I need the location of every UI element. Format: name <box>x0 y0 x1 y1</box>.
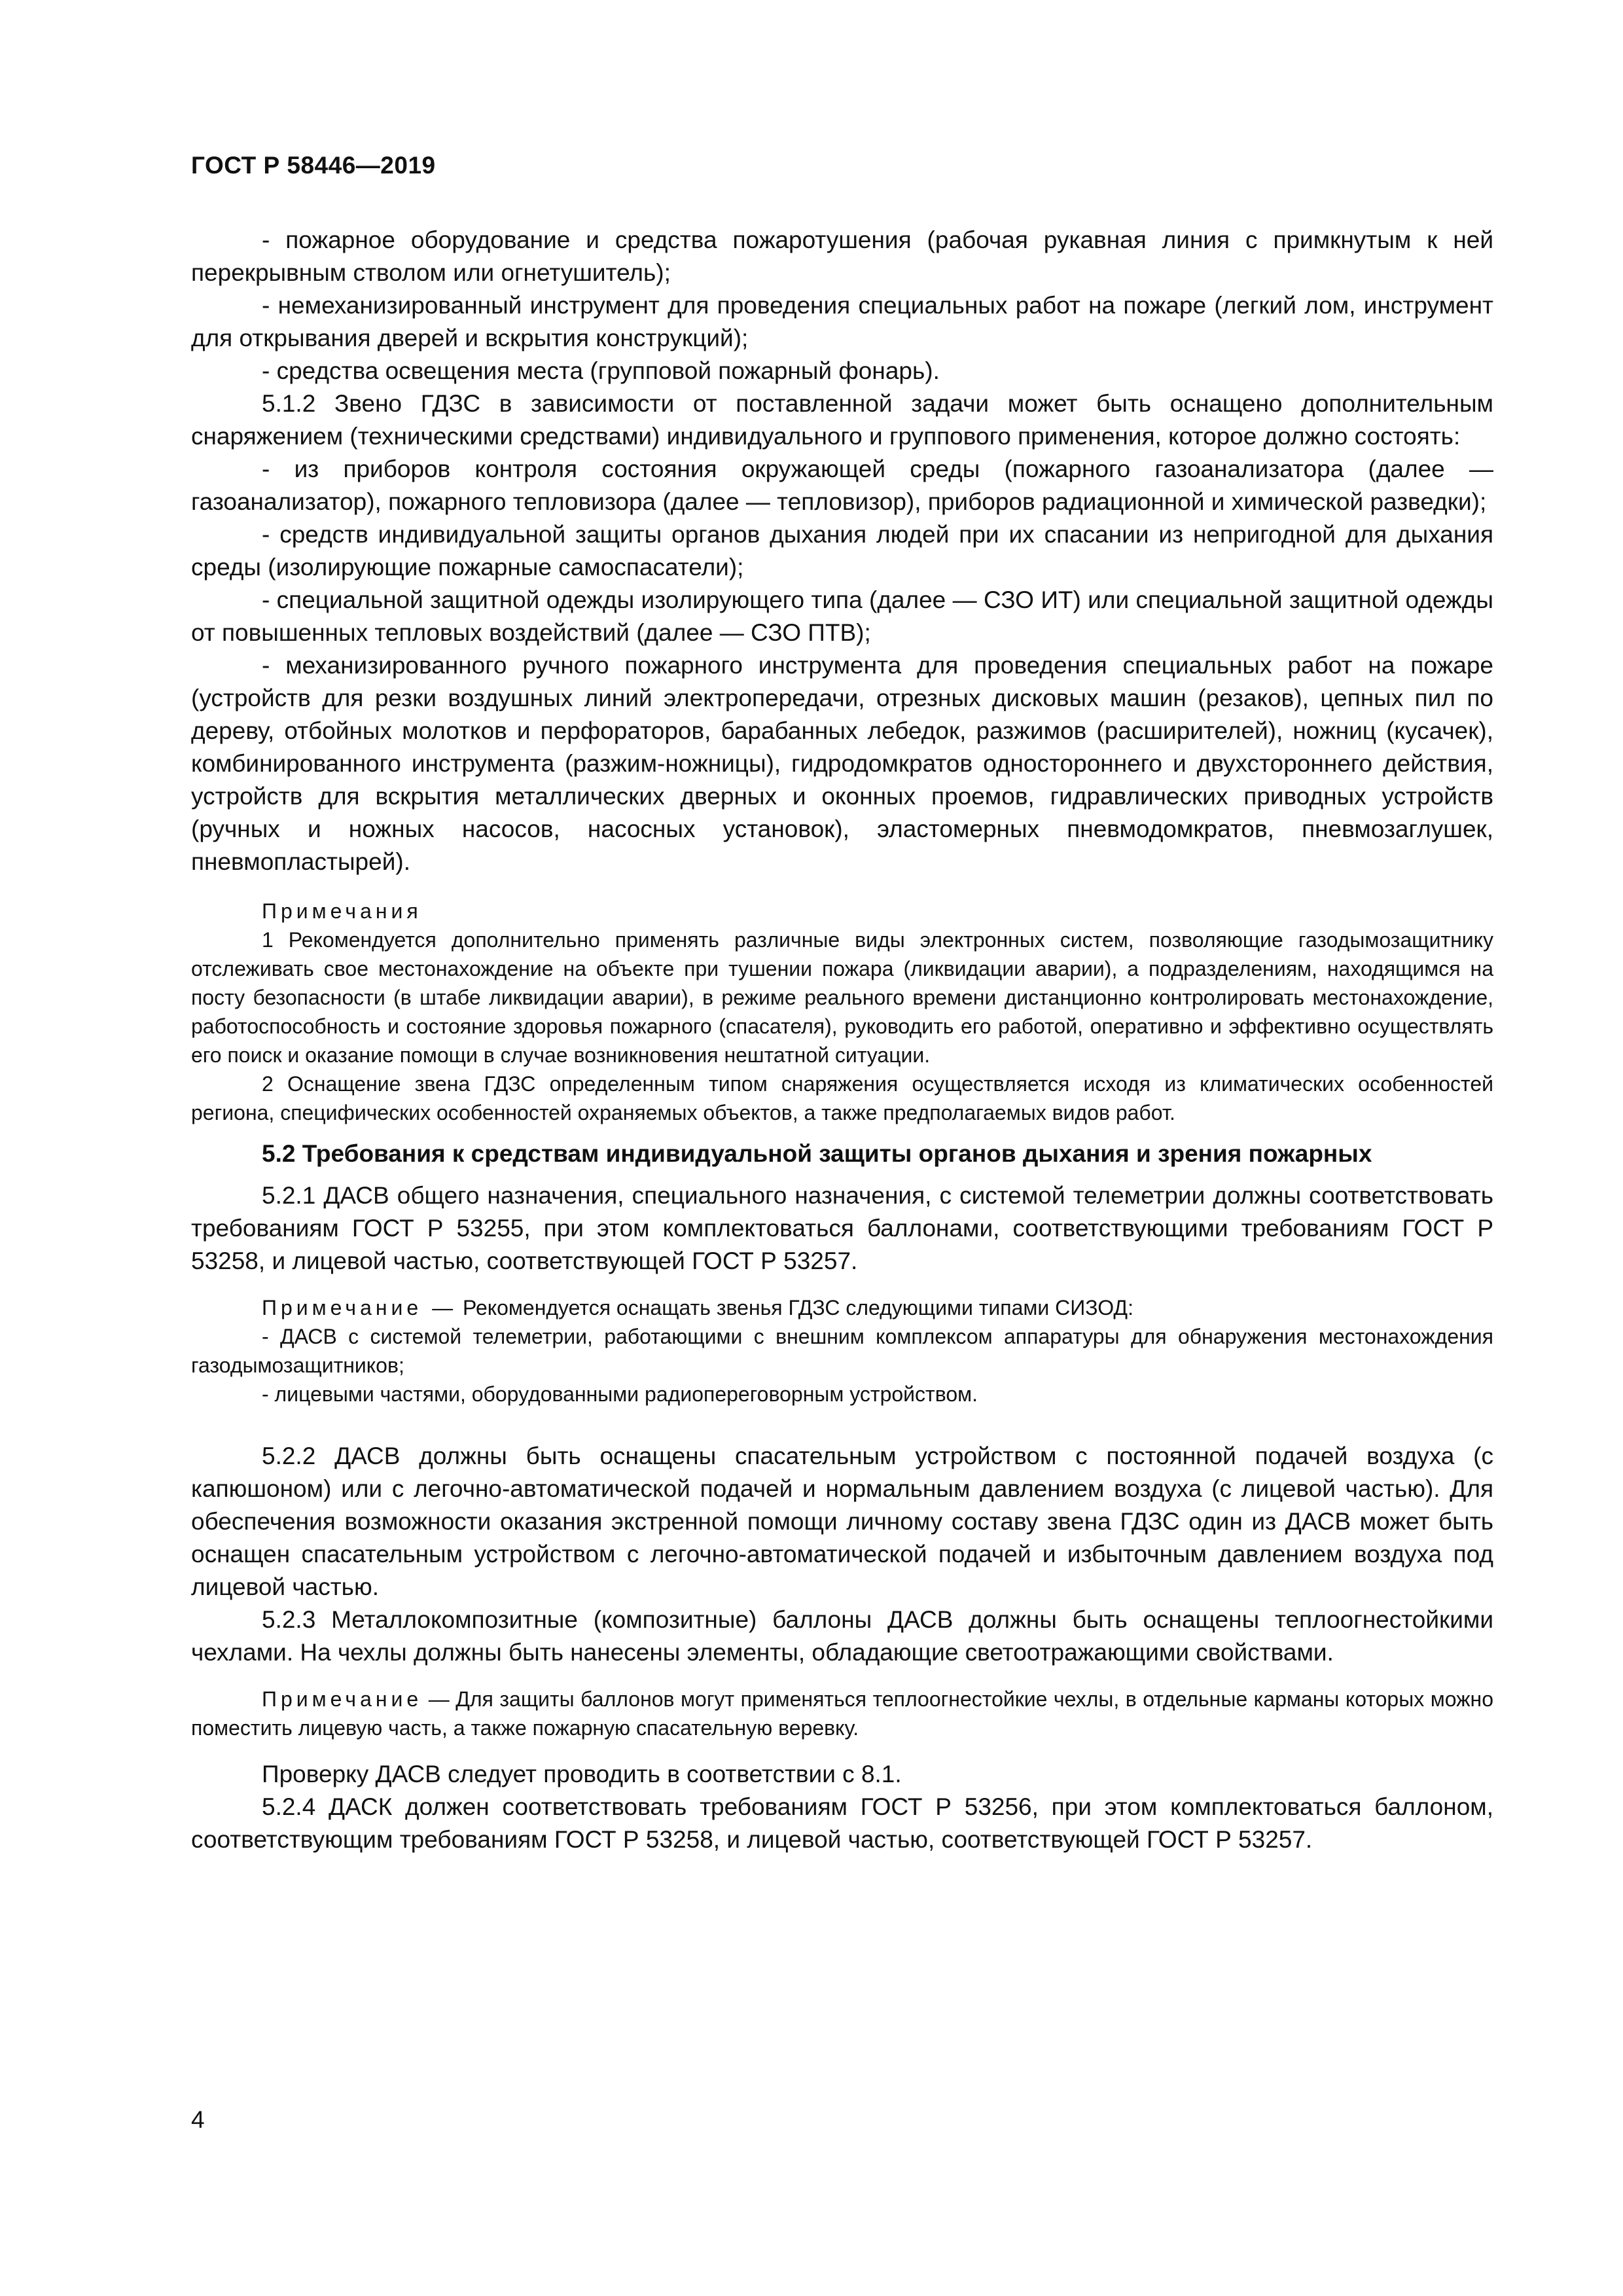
paragraph-5-1-2: 5.1.2 Звено ГДЗС в зависимости от поставленной задачи может быть оснащено дополнительным снаряжением (техническими средствами) индивидуального и группового применения, которое должно состоять: <box>191 390 1493 450</box>
paragraph-5-2-4: 5.2.4 ДАСК должен соответствовать требованиям ГОСТ Р 53256, при этом комплектоваться баллоном, соответствующим требованиям ГОСТ Р 53258, и лицевой частью, соответствующей ГОСТ Р 53257. <box>191 1793 1493 1853</box>
list-item: - специальной защитной одежды изолирующего типа (далее — СЗО ИТ) или специальной защитной одежды от повышенных тепловых воздействий (далее — СЗО ПТВ); <box>191 586 1493 646</box>
list-item: - пожарное оборудование и средства пожаротушения (рабочая рукавная линия с примкнутым к ней перекрывным стволом или огнетушитель); <box>191 226 1493 286</box>
paragraph-5-2-1: 5.2.1 ДАСВ общего назначения, специального назначения, с системой телеметрии должны соответствовать требованиям ГОСТ Р 53255, при этом комплектоваться баллонами, соответствующими требованиям ГОСТ Р 53258, и лицевой частью, соответствующей ГОСТ Р 53257. <box>191 1182 1493 1274</box>
list-item: - из приборов контроля состояния окружающей среды (пожарного газоанализатора (далее — газоанализатор), пожарного тепловизора (далее — тепловизор), приборов радиационной и химической разведки); <box>191 456 1493 515</box>
paragraph-check: Проверку ДАСВ следует проводить в соответствии с 8.1. <box>262 1761 902 1787</box>
notes-block <box>191 897 1493 1127</box>
list-item: - средства освещения места (групповой пожарный фонарь). <box>262 357 940 384</box>
section-heading-5-2: 5.2 Требования к средствам индивидуальной защиты органов дыхания и зрения пожарных <box>262 1140 1372 1167</box>
note-text: Рекомендуется оснащать звенья ГДЗС следующими типами СИЗОД: <box>457 1296 1133 1319</box>
list-item: - механизированного ручного пожарного инструмента для проведения специальных работ на пожаре (устройств для резки воздушных линий электропередачи, отрезных дисковых машин (резаков), цепных пил по дереву, отбойных молотков и перфораторов, барабанных лебедок, разжимов (расширителей), ножниц (кусачек), комбинированного инструмента (разжим-ножницы), гидродомкратов одностороннего и двухстороннего действия, устройств для вскрытия металлических дверных и оконных проемов, гидравлических приводных устройств (ручных и ножных насосов, насосных установок), эластомерных пневмодомкратов, пневмозаглушек, пневмопластырей). <box>191 652 1493 875</box>
note-label: Примечание — <box>262 1296 457 1319</box>
list-item: - средств индивидуальной защиты органов дыхания людей при их спасании из непригодной для дыхания среды (изолирующие пожарные самоспасатели); <box>191 521 1493 581</box>
paragraph-5-2-3: 5.2.3 Металлокомпозитные (композитные) баллоны ДАСВ должны быть оснащены теплоогнестойкими чехлами. На чехлы должны быть нанесены элементы, обладающие светоотражающими свойствами. <box>191 1606 1493 1666</box>
note-item: 2 Оснащение звена ГДЗС определенным типом снаряжения осуществляется исходя из климатических особенностей региона, специфических особенностей охраняемых объектов, а также предполагаемых видов работ. <box>191 1072 1493 1124</box>
document-body <box>191 224 1493 1856</box>
paragraph-5-2-2: 5.2.2 ДАСВ должны быть оснащены спасательным устройством с постоянной подачей воздуха (с капюшоном) или с легочно-автоматической подачей и нормальным давлением воздуха (с лицевой частью). Для обеспечения возможности оказания экстренной помощи личному составу звена ГДЗС один из ДАСВ может быть оснащен спасательным устройством с легочно-автоматической подачей и избыточным давлением воздуха под лицевой частью. <box>191 1443 1493 1600</box>
notes-title: Примечания <box>262 899 422 923</box>
note-3 <box>191 1685 1493 1742</box>
list-item: - немеханизированный инструмент для проведения специальных работ на пожаре (легкий лом, инструмент для открывания дверей и вскрытия конструкций); <box>191 292 1493 351</box>
note-block-2 <box>191 1293 1493 1408</box>
document-header: ГОСТ Р 58446—2019 <box>191 152 436 179</box>
note-list-item: - лицевыми частями, оборудованными радиопереговорным устройством. <box>262 1382 978 1406</box>
note-item: 1 Рекомендуется дополнительно применять различные виды электронных систем, позволяющие газодымозащитнику отслеживать свое местонахождение на объекте при тушении пожара (ликвидации аварии), а подразделениям, находящимся на посту безопасности (в штабе ликвидации аварии), в режиме реального времени дистанционно контролировать местонахождение, работоспособность и состояние здоровья пожарного (спасателя), руководить его работой, оперативно и эффективно осуществлять его поиск и оказание помощи в случае возникновения нештатной ситуации. <box>191 928 1493 1067</box>
note-2 <box>191 1293 1493 1322</box>
note-text: — Для защиты баллонов могут применяться теплоогнестойкие чехлы, в отдельные карманы которых можно поместить лицевую часть, а также пожарную спасательную веревку. <box>191 1687 1493 1740</box>
note-list-item: - ДАСВ с системой телеметрии, работающими с внешним комплексом аппаратуры для обнаружения местонахождения газодымозащитников; <box>191 1325 1493 1377</box>
note-label: Примечание <box>262 1687 423 1711</box>
page-number: 4 <box>191 2106 205 2133</box>
